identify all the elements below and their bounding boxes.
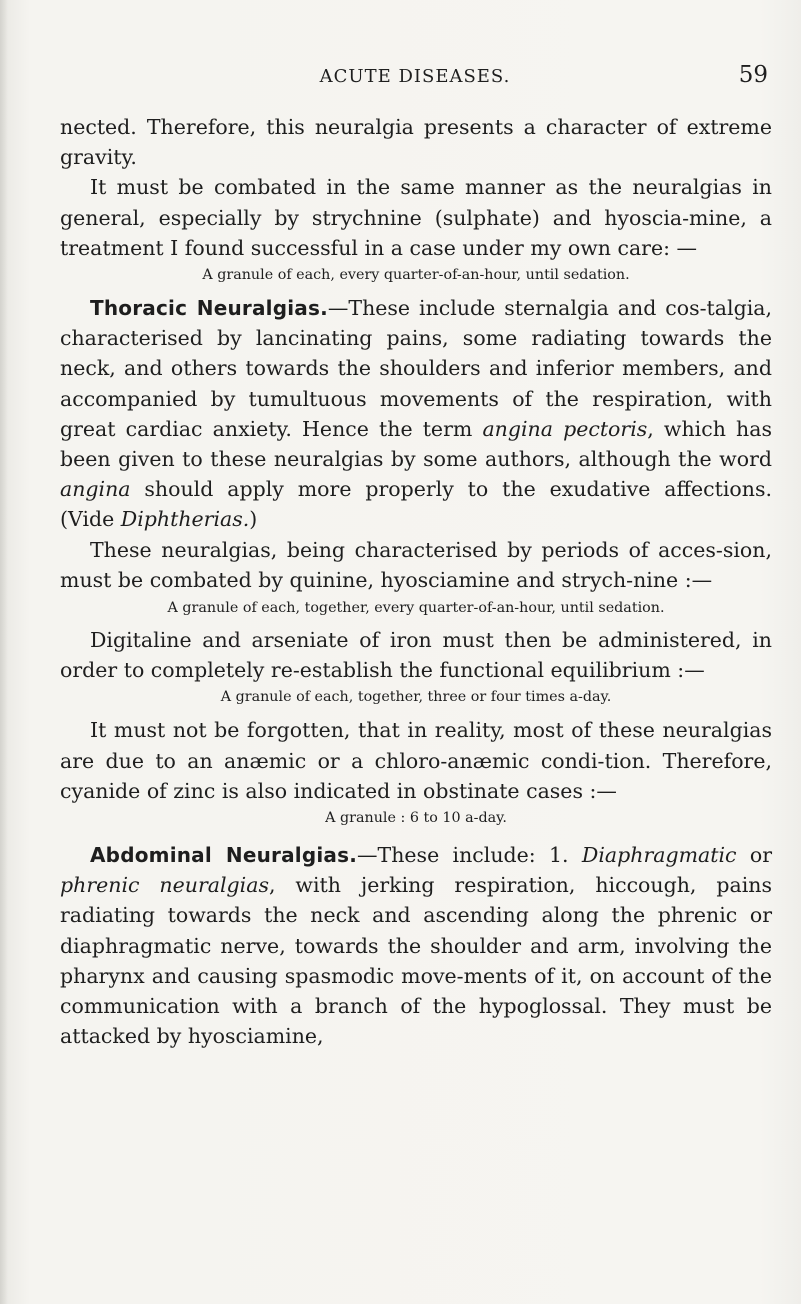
italic-term: angina: [60, 477, 131, 502]
paragraph-text: , which has been given to these neuralgias by some authors, although the word: [60, 416, 772, 472]
paragraph-treatment: Digitaline and arseniate of iron must then be administered, in order to completely re-establish the functional equilibrium :—: [60, 628, 772, 683]
paragraph-treatment: These neuralgias, being characterised by periods of acces-sion, must be combated by quinine, hyosciamine and strych-nine :—: [60, 537, 772, 592]
paragraph-treatment: It must not be forgotten, that in reality, most of these neuralgias are due to an anæmic or a chloro-anæmic condi-tion. Therefore, cyanide of zinc is also indicated in obstinate cases :—: [60, 718, 772, 803]
page-body: [60, 112, 772, 1051]
paragraph-text: , with jerking respiration, hiccough, pains radiating towards the neck and ascending along the phrenic or diaphragmatic nerve, towards the shoulder and arm, involving the pharynx and causing spasmodic move-ments of it, on account of the communication with a branch of the hypoglossal. They must be attacked by hyosciamine,: [60, 873, 772, 1049]
page-gutter-shadow: [0, 0, 8, 1304]
prescription-line: A granule of each, together, three or four times a-day.: [220, 689, 612, 706]
italic-term: angina pectoris: [482, 416, 648, 441]
page-header: [60, 62, 770, 92]
italic-term: Diaphragmatic: [581, 843, 737, 868]
paragraph-text: or: [736, 843, 772, 868]
prescription-line: A granule of each, every quarter-of-an-hour, until sedation.: [202, 267, 630, 284]
section-heading: Thoracic Neuralgias.: [90, 296, 328, 321]
paragraph-treatment: It must be combated in the same manner as the neuralgias in general, especially by strychnine (sulphate) and hyoscia-mine, a treatment I found successful in a case under my own care: —: [60, 175, 772, 260]
prescription-line: A granule : 6 to 10 a-day.: [325, 810, 507, 827]
paragraph-text: should apply more properly to the exudative affections. (Vide: [60, 477, 772, 532]
section-abdominal-neuralgias: [60, 840, 772, 1051]
paragraph-text: ): [249, 507, 258, 532]
paragraph-text: —These include: 1.: [357, 843, 582, 868]
italic-term: phrenic neuralgias: [60, 873, 269, 898]
paragraph-text: —These include sternalgia and cos-talgia, characterised by lancinating pains, some radiating towards the neck, and others towards the shoulders and inferior members, and accompanied by tumultuous movements of the respiration, with great cardiac anxiety. Hence the term: [60, 296, 772, 441]
section-heading: Abdominal Neuralgias.: [90, 843, 358, 868]
paragraph-continuation: nected. Therefore, this neuralgia presents a character of extreme gravity.: [60, 115, 772, 170]
running-head: ACUTE DISEASES.: [319, 66, 511, 87]
page-number: 59: [738, 62, 768, 88]
prescription-line: A granule of each, together, every quarter-of-an-hour, until sedation.: [167, 600, 665, 617]
section-thoracic-neuralgias: [60, 293, 772, 535]
italic-term: Diphtherias.: [120, 507, 250, 532]
